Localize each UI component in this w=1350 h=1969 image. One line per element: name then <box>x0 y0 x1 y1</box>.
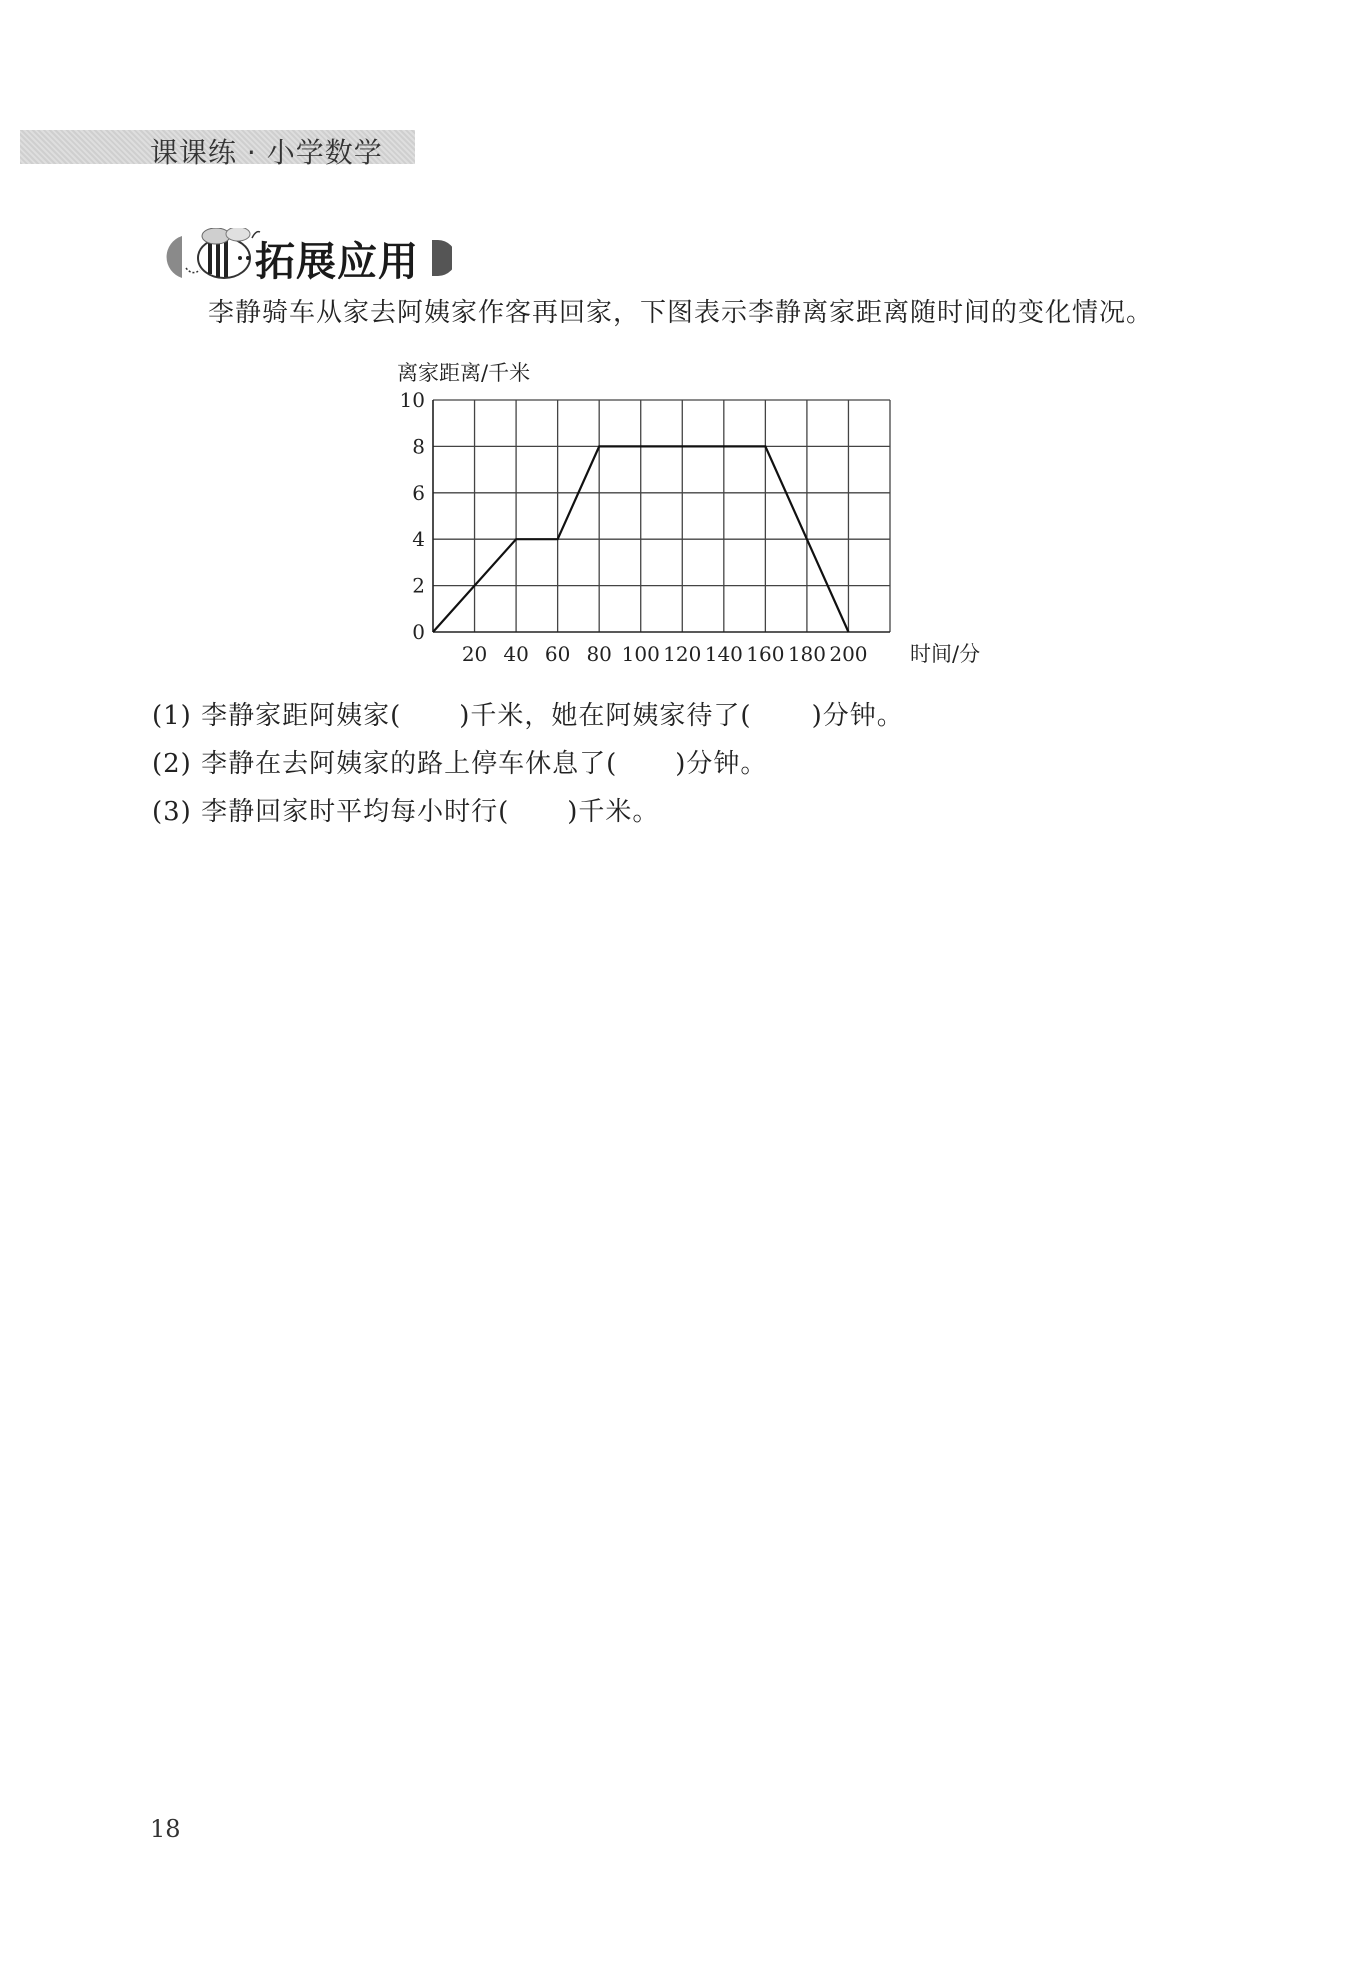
x-tick-label: 180 <box>787 642 827 666</box>
x-tick-label: 80 <box>586 642 612 666</box>
question-text: )千米。 <box>567 797 660 827</box>
x-tick-label: 160 <box>746 642 785 666</box>
x-tick-label: 40 <box>503 642 529 666</box>
y-tick-label: 2 <box>412 573 425 598</box>
section-title: 拓展应用 <box>255 239 419 285</box>
distance-time-chart <box>380 355 980 675</box>
x-tick-label: 200 <box>829 642 868 666</box>
x-tick-label: 120 <box>663 642 702 666</box>
y-tick-label: 0 <box>412 620 425 644</box>
problem-intro: 李静骑车从家去阿姨家作客再回家，下图表示李静离家距离随时间的变化情况。 <box>208 298 1154 328</box>
question-text: 李静家距阿姨家( <box>201 701 402 731</box>
x-tick-label: 20 <box>461 642 488 666</box>
book-title: 课课练 · 小学数学 <box>150 136 383 169</box>
x-tick-label: 140 <box>704 642 743 666</box>
y-tick-label: 8 <box>412 434 425 459</box>
question-text: 李静回家时平均每小时行( <box>201 797 510 827</box>
y-axis-label: 离家距离/千米 <box>397 361 531 385</box>
question-number: (3) <box>152 797 192 827</box>
question-number: (2) <box>152 749 192 779</box>
question-3 <box>152 791 659 828</box>
y-tick-label: 4 <box>412 527 425 552</box>
x-tick-label: 100 <box>621 642 660 666</box>
question-text: )千米，她在阿姨家待了( <box>459 701 752 731</box>
x-tick-label: 60 <box>544 642 571 666</box>
question-number: (1) <box>152 701 192 731</box>
y-tick-label: 10 <box>399 388 425 412</box>
x-axis-label: 时间/分 <box>910 642 980 666</box>
question-1 <box>152 695 904 732</box>
section-banner <box>152 228 452 285</box>
question-text: )分钟。 <box>675 749 768 779</box>
page-number: 18 <box>150 1815 181 1843</box>
y-tick-label: 6 <box>412 480 425 505</box>
question-text: 李静在去阿姨家的路上停车休息了( <box>201 749 618 779</box>
question-2 <box>152 743 767 780</box>
question-text: )分钟。 <box>811 701 904 731</box>
